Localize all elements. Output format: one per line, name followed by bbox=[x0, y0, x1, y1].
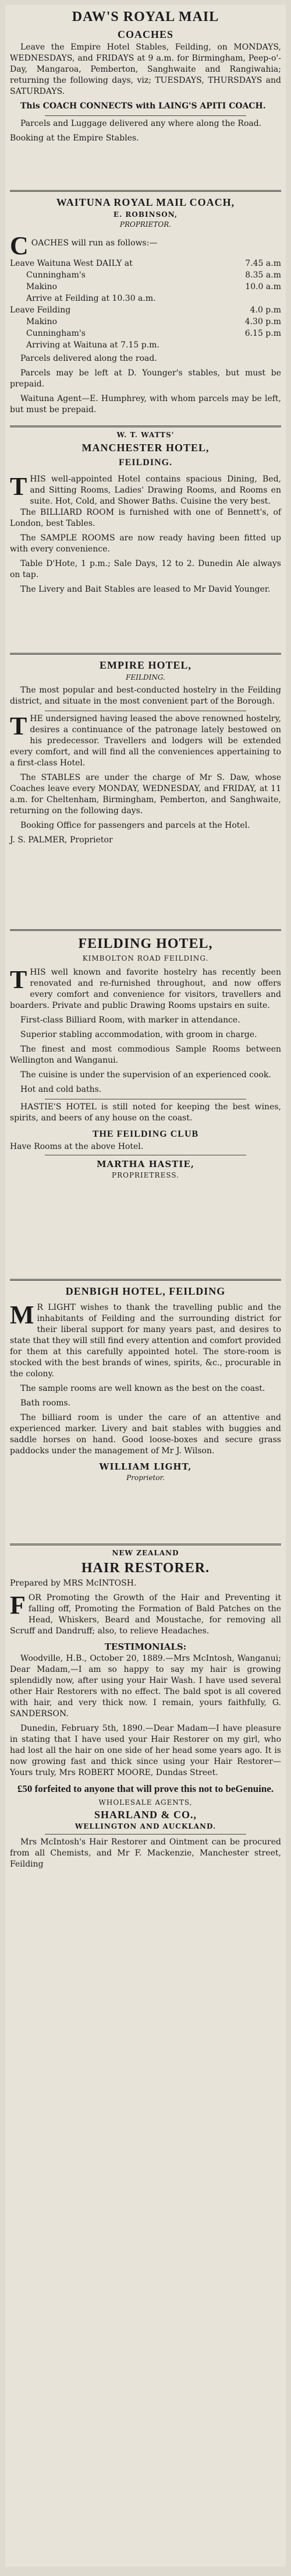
daws-coach-ad bbox=[10, 7, 281, 147]
hair-agents-label: WHOLESALE AGENTS, bbox=[98, 1798, 193, 1807]
feilding-body4: The finest and most commodious Sample Rooms between Wellington and Wanganui. bbox=[10, 1045, 281, 1065]
watts-place: FEILDING. bbox=[118, 458, 173, 468]
divider bbox=[45, 1834, 246, 1835]
hair-title: HAIR RESTORER. bbox=[81, 1561, 210, 1576]
feilding-club: THE FEILDING CLUB bbox=[92, 1129, 199, 1139]
empire-proprietor: J. S. PALMER, Proprietor bbox=[10, 835, 113, 845]
watts-owner: W. T. WATTS' bbox=[116, 431, 175, 439]
denbigh-title: DENBIGH HOTEL, FEILDING bbox=[65, 1285, 226, 1297]
hair-agents-place: WELLINGTON AND AUCKLAND. bbox=[74, 1822, 217, 1830]
daws-title: DAW'S ROYAL MAIL bbox=[72, 9, 219, 24]
empire-body4: Booking Office for passengers and parcels at the Hotel. bbox=[20, 821, 250, 830]
column-rule bbox=[10, 1279, 281, 1281]
feilding-club2: Have Rooms at the above Hotel. bbox=[10, 1142, 144, 1151]
drop-cap: T bbox=[10, 965, 27, 994]
denbigh-proprietor: WILLIAM LIGHT, bbox=[99, 1461, 192, 1472]
empire-body1: The most popular and best-conducted hostelry in the Feilding district, and situate in the most convenient part of the Borough. bbox=[10, 686, 281, 706]
column-rule bbox=[10, 426, 281, 427]
waituna-leave-row: Leave Waituna West DAILY at 7.45 a.m bbox=[10, 259, 281, 268]
feilding-body2: First-class Billiard Room, with marker in attendance. bbox=[20, 1015, 240, 1025]
hair-footer: Mrs McIntosh's Hair Restorer and Ointment can be procured from all Chemists, and Mr F. Mackenzie, Manchester street, Feilding bbox=[10, 1837, 281, 1869]
timetable-row: Makino 10.0 a.m bbox=[26, 282, 281, 291]
drop-cap: T bbox=[10, 472, 27, 501]
waituna-proprietor-title: PROPRIETOR. bbox=[119, 220, 172, 229]
timetable-row: Arriving at Waituna at 7.15 p.m. bbox=[26, 340, 159, 350]
feilding-body3: Superior stabling accommodation, with groom in charge. bbox=[20, 1030, 257, 1039]
empire-body3: The STABLES are under the charge of Mr S. Daw, whose Coaches leave every MONDAY, WEDNESDAY, and FRIDAY, at 11 a.m. for Cheltenham, Birmingham, Pemberton, and Sanghwaite, returning on the following days. bbox=[10, 773, 281, 816]
feilding-body5: The cuisine is under the supervision of an experienced cook. bbox=[20, 1070, 271, 1080]
denbigh-body3: Bath rooms. bbox=[20, 1398, 71, 1408]
denbigh-proprietor-title: Proprietor. bbox=[126, 1474, 165, 1482]
waituna-timetable-out bbox=[10, 269, 281, 304]
hair-testimonial-1: Woodville, H.B., October 20, 1889.—Mrs McIntosh, Wanganui; Dear Madam,—I am so happy to say my hair is growing splendidly now, after using your Hair Wash. I have used several other Hair Restorers with no effect. The bald spot is all covered with hair, and very thick now. I remain, yours faithfully, G. SANDERSON. bbox=[10, 1654, 281, 1718]
daws-body: Leave the Empire Hotel Stables, Feilding, on MONDAYS, WEDNESDAYS, and FRIDAYS at 9 a.m. for Birmingham, Peep-o'-Day, Mangaroa, Pemberton, Sanghwaite and Rangiwahia; returning the following days, viz; TUESDAYS, THURSDAYS and SATURDAYS. bbox=[10, 43, 281, 96]
drop-cap: T bbox=[10, 712, 27, 740]
empire-body2: HE undersigned having leased the above renowned hostelry, desires a continuance of the patronage lately bestowed on his predecessor. Travellers and lodgers will be extended every comfort, and will find all the conveniences appertaining to a first-class Hotel. bbox=[10, 714, 281, 768]
daws-connects: This COACH CONNECTS with LAING'S APITI COACH. bbox=[20, 101, 266, 111]
feilding-title: FEILDING HOTEL, bbox=[78, 936, 213, 951]
feilding-body7: HASTIE'S HOTEL is still noted for keeping the best wines, spirits, and beers of any house on the coast. bbox=[10, 1102, 281, 1123]
feilding-leave-row: Leave Feilding 4.0 p.m bbox=[10, 305, 281, 315]
watts-body2: The BILLIARD ROOM is furnished with one of Bennett's, of London, best Tables. bbox=[10, 508, 281, 528]
denbigh-body2: The sample rooms are well known as the best on the coast. bbox=[20, 1384, 265, 1393]
feilding-body1: HIS well known and favorite hostelry has recently been renovated and re-furnished throughout, and now offers every comfort and convenience for visitors, travellers and boarders. Private and public Drawing Rooms upstairs en suite. bbox=[10, 968, 281, 1010]
divider bbox=[45, 115, 246, 116]
timetable-row: Cunningham's 6.15 p.m bbox=[26, 329, 281, 338]
waituna-intro: OACHES will run as follows:— bbox=[31, 238, 158, 248]
hair-prepared: Prepared by MRS McINTOSH. bbox=[10, 1579, 137, 1588]
feilding-body6: Hot and cold baths. bbox=[20, 1085, 102, 1094]
empire-title: EMPIRE HOTEL, bbox=[99, 659, 192, 671]
denbigh-body1: R LIGHT wishes to thank the travelling public and the inhabitants of Feilding and the surrounding district for their liberal support for many years past, and desires to state that they will still find every attention and comfort provided for them at this carefully appointed hotel. The store-room is stocked with the best brands of wines, spirits, &c., procurable in the colony. bbox=[10, 1303, 282, 1379]
timetable-row: Cunningham's 8.35 a.m bbox=[26, 270, 281, 280]
timetable-row: Arrive at Feilding at 10.30 a.m. bbox=[26, 294, 156, 303]
daws-subtitle: COACHES bbox=[117, 29, 173, 40]
waituna-title: WAITUNA ROYAL MAIL COACH, bbox=[56, 196, 235, 208]
hair-testimonials-heading: TESTIMONIALS: bbox=[104, 1642, 187, 1652]
hair-agents: SHARLAND & CO., bbox=[94, 1809, 197, 1821]
denbigh-body4: The billiard room is under the care of an attentive and experienced marker. Livery and bait stables with buggies and saddle horses on hand. Good loose-boxes and secure grass paddocks under the management of Mr J. Wilson. bbox=[10, 1413, 281, 1456]
waituna-note2: Parcels may be left at D. Younger's stables, but must be prepaid. bbox=[10, 368, 281, 389]
watts-hotel-name: MANCHESTER HOTEL, bbox=[81, 442, 210, 454]
feilding-hotel-ad bbox=[10, 934, 281, 1180]
waituna-coach-ad bbox=[10, 195, 281, 419]
column-rule bbox=[10, 190, 281, 192]
hair-offer: £50 forfeited to anyone that will prove this not to beGenuine. bbox=[17, 1783, 274, 1794]
hair-body1: OR Promoting the Growth of the Hair and Preventing it falling off, Promoting the Formation of Bald Patches on the Head, Whiskers, Beard and Moustache, for removing all Scruff and Dandruff; also, to relieve Headaches. bbox=[10, 1593, 281, 1636]
waituna-timetable-return bbox=[10, 316, 281, 351]
column-rule bbox=[10, 1544, 281, 1545]
hair-kicker: NEW ZEALAND bbox=[112, 1549, 179, 1557]
drop-cap: F bbox=[10, 1591, 26, 1619]
feilding-proprietor-title: PROPRIETRESS. bbox=[112, 1171, 179, 1179]
waituna-agent: Waituna Agent—E. Humphrey, with whom parcels may be left, but must be prepaid. bbox=[10, 394, 281, 414]
timetable-row: Makino 4.30 p.m bbox=[26, 317, 281, 326]
empire-place: FEILDING. bbox=[126, 673, 165, 681]
daws-parcels: Parcels and Luggage delivered any where along the Road. bbox=[20, 119, 262, 128]
watts-body5: The Livery and Bait Stables are leased to Mr David Younger. bbox=[20, 585, 271, 594]
denbigh-hotel-ad bbox=[10, 1284, 281, 1483]
drop-cap: M bbox=[10, 1301, 34, 1329]
waituna-proprietor: E. ROBINSON, bbox=[113, 210, 178, 219]
feilding-proprietor: MARTHA HASTIE, bbox=[96, 1159, 195, 1169]
empire-hotel-ad bbox=[10, 658, 281, 846]
watts-body3: The SAMPLE ROOMS are now ready having been fitted up with every convenience. bbox=[10, 533, 281, 554]
newspaper-column bbox=[5, 5, 286, 2567]
watts-body1: HIS well-appointed Hotel contains spacious Dining, Bed, and Sitting Rooms, Ladies' Drawing Rooms, and Rooms en suite. Hot, Cold, and Shower Baths. Cuisine the very best. bbox=[30, 475, 281, 506]
manchester-hotel-ad bbox=[10, 430, 281, 599]
feilding-place: KIMBOLTON ROAD FEILDING. bbox=[82, 954, 209, 962]
hair-testimonial-2: Dunedin, February 5th, 1890.—Dear Madam—I have pleasure in stating that I have used your Hair Restorer on my girl, who had lost all the hair on one side of her head some years ago. It is now growing fast and thick since using your Hair Restorer—Yours truly, Mrs ROBERT MOORE, Dundas Street. bbox=[10, 1724, 281, 1777]
waituna-note1: Parcels delivered along the road. bbox=[20, 354, 157, 363]
daws-booking: Booking at the Empire Stables. bbox=[10, 133, 139, 143]
watts-body4: Table D'Hote, 1 p.m.; Sale Days, 12 to 2. Dunedin Ale always on tap. bbox=[10, 559, 281, 579]
column-rule bbox=[10, 929, 281, 931]
column-rule bbox=[10, 653, 281, 655]
drop-cap: C bbox=[10, 231, 29, 260]
hair-restorer-ad bbox=[10, 1548, 281, 1874]
